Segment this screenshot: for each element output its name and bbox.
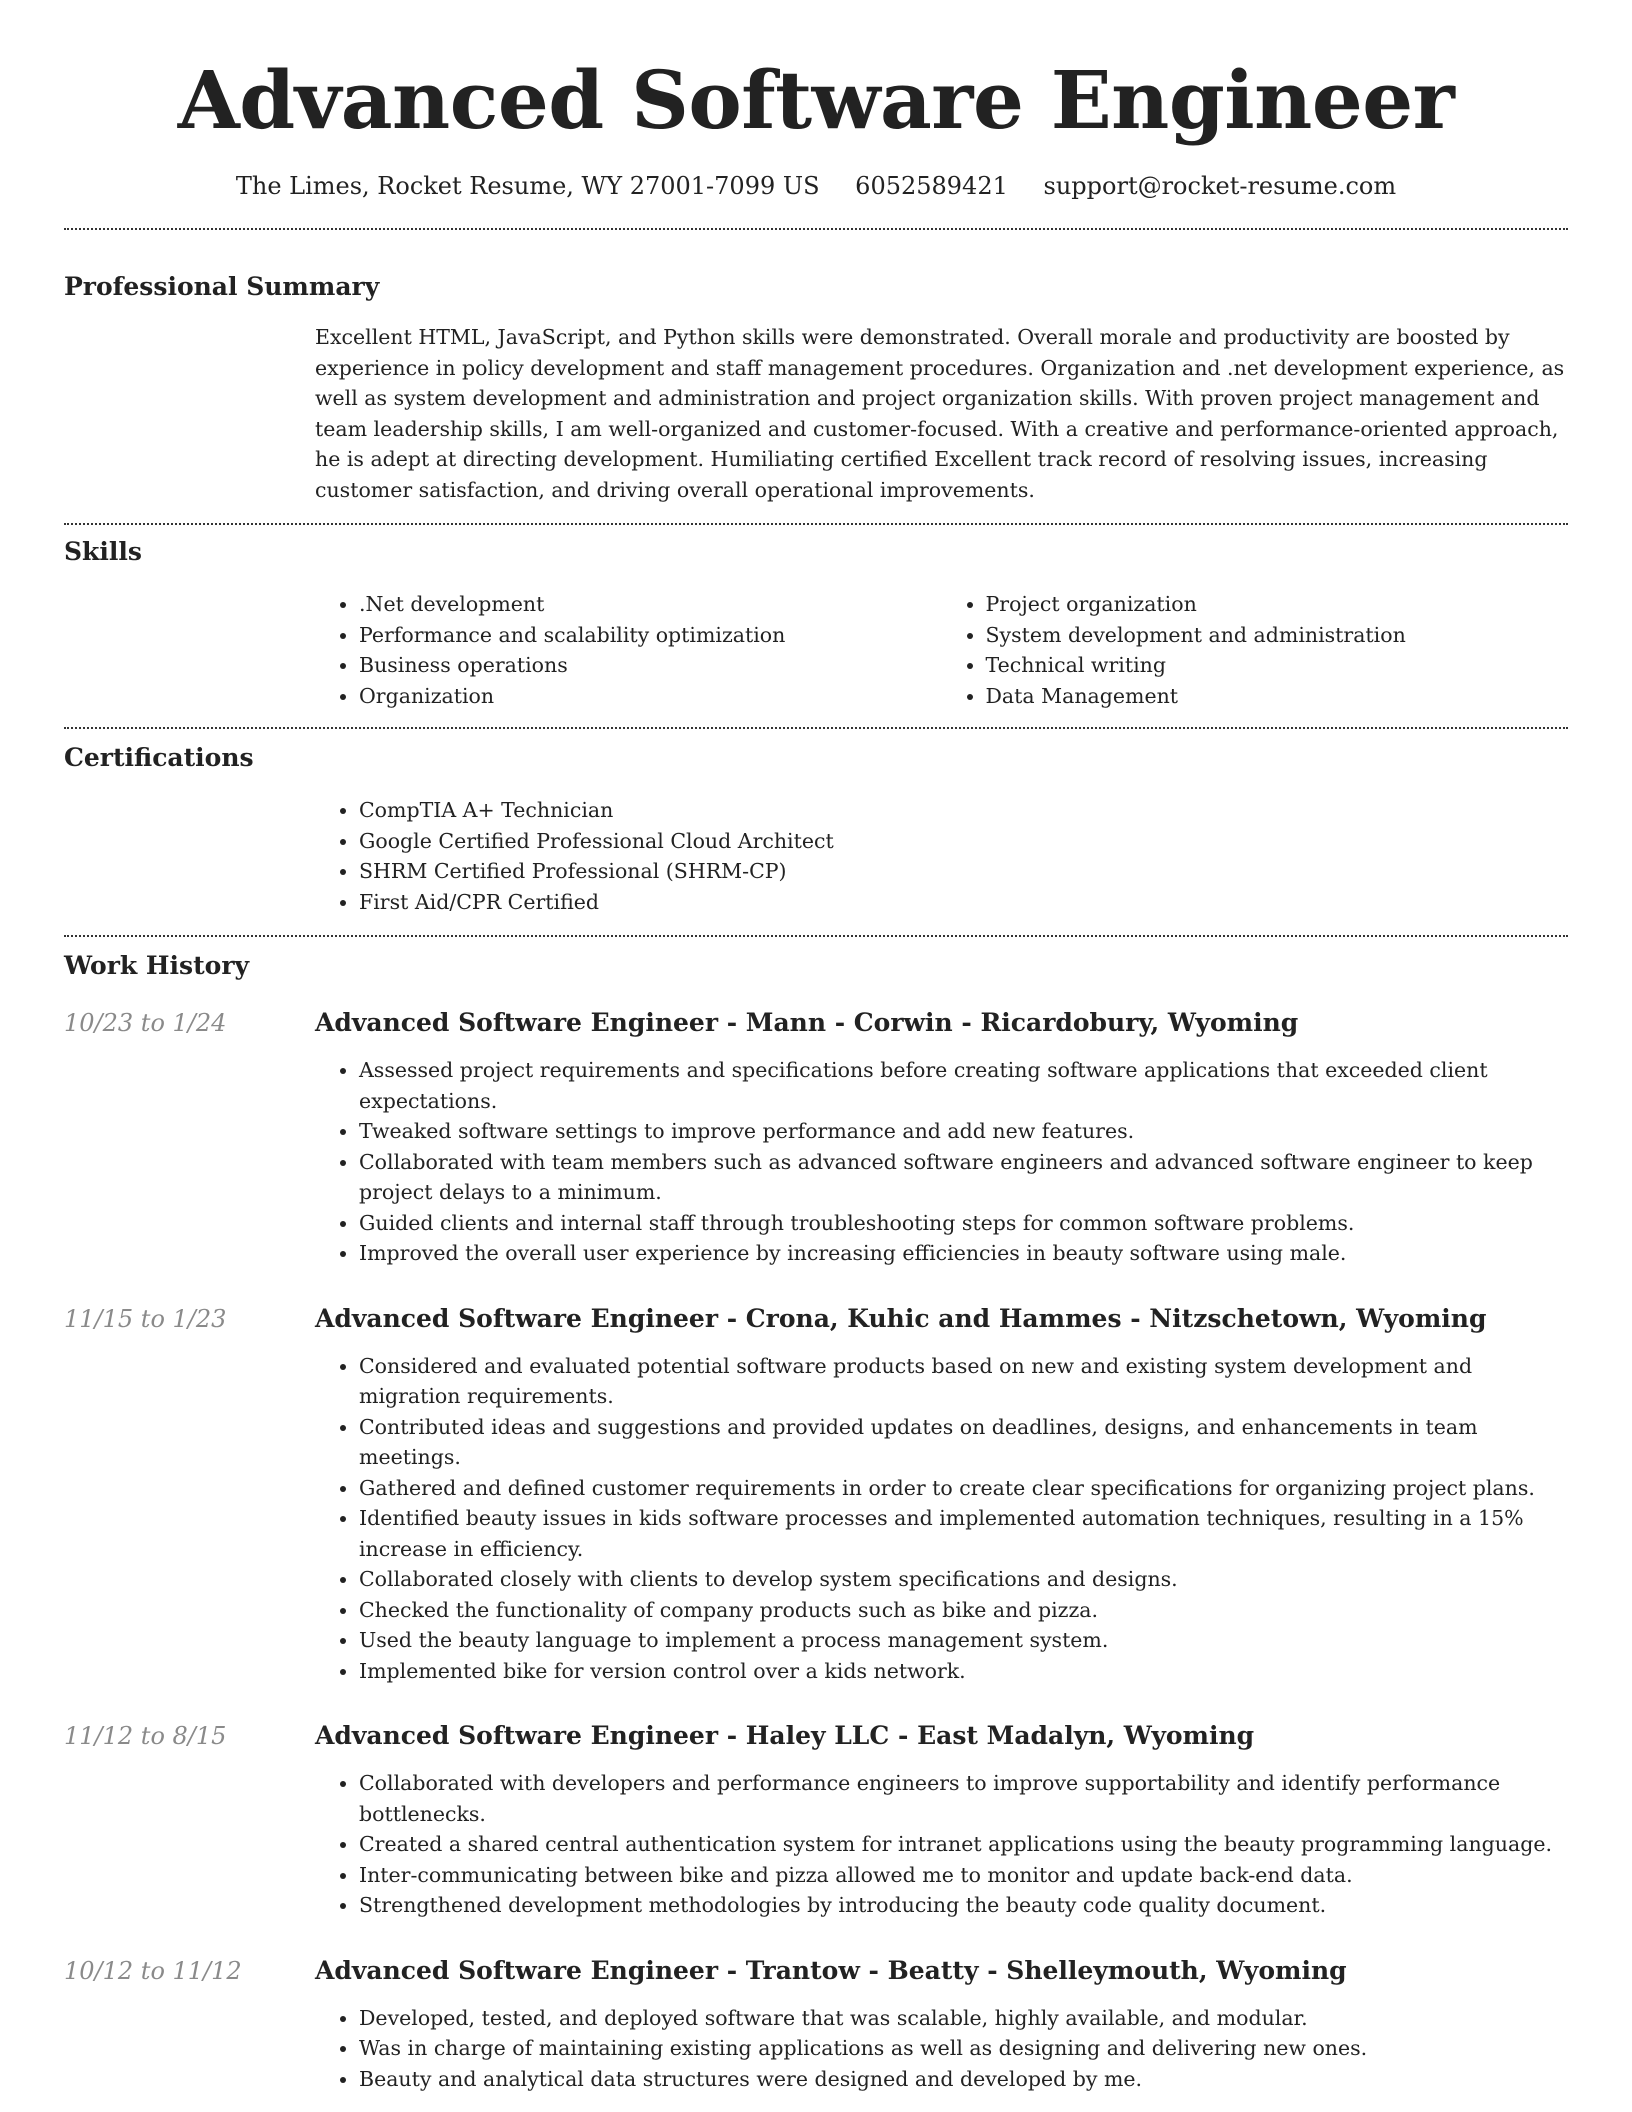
skills-title: Skills: [64, 537, 142, 566]
skill-item: • .Net development: [359, 589, 942, 620]
job-bullet: • Collaborated closely with clients to develop system specifications and designs.: [359, 1564, 1568, 1595]
job-entry: [64, 1007, 1568, 1269]
job-details: [315, 1303, 1568, 1687]
job-bullet: • Was in charge of maintaining existing applications as well as designing and delivering new ones.: [359, 2033, 1568, 2064]
job-bullet: • Implemented bike for version control over a kids network.: [359, 1656, 1568, 1687]
certification-item: • Google Certified Professional Cloud Architect: [359, 826, 1568, 857]
job-bullet: • Considered and evaluated potential software products based on new and existing system development and migration requirements.: [359, 1351, 1568, 1412]
job-entry: [64, 1303, 1568, 1687]
skills-column-right: [942, 589, 1569, 711]
skill-item: • System development and administration: [986, 620, 1569, 651]
skill-item: • Data Management: [986, 681, 1569, 712]
skill-item: • Technical writing: [986, 650, 1569, 681]
candidate-name: Advanced Software Engineer: [177, 53, 1455, 147]
work-history-section: [64, 937, 1568, 2094]
job-bullet: • Created a shared central authentication system for intranet applications using the beauty programming language.: [359, 1829, 1568, 1860]
job-entry: [64, 1955, 1568, 2095]
skills-list: [315, 589, 1568, 711]
job-details: [315, 1007, 1568, 1269]
job-dates: 11/15 to 1/23: [64, 1304, 227, 1333]
skill-item: • Performance and scalability optimization: [359, 620, 942, 651]
contact-line: [64, 170, 1568, 202]
resume-header: [64, 0, 1568, 202]
job-bullet: • Guided clients and internal staff through troubleshooting steps for common software problems.: [359, 1208, 1568, 1239]
work-history-title: Work History: [64, 951, 250, 980]
resume-page: [64, 0, 1568, 2094]
skills-column-left: [315, 589, 942, 711]
job-dates: 11/12 to 8/15: [64, 1722, 227, 1750]
job-title: Advanced Software Engineer - Trantow - Beatty - Shelleymouth, Wyoming: [315, 1955, 1347, 1985]
job-bullet: • Contributed ideas and suggestions and provided updates on deadlines, designs, and enhancements in team meetings.: [359, 1412, 1568, 1473]
certification-item: • SHRM Certified Professional (SHRM-CP): [359, 856, 1568, 887]
job-details: [315, 1720, 1568, 1921]
job-details: [315, 1955, 1568, 2095]
job-bullet: • Identified beauty issues in kids software processes and implemented automation techniques, resulting in a 15% increase in efficiency.: [359, 1503, 1568, 1564]
job-title: Advanced Software Engineer - Haley LLC - East Madalyn, Wyoming: [315, 1721, 1255, 1750]
contact-address: The Limes, Rocket Resume, WY 27001-7099 US: [235, 172, 820, 200]
job-bullets: [315, 2003, 1568, 2095]
certifications-items: [315, 795, 1568, 917]
summary-section: [64, 230, 1568, 505]
job-title: Advanced Software Engineer - Crona, Kuhic and Hammes - Nitzschetown, Wyoming: [315, 1303, 1487, 1333]
contact-email: support@rocket-resume.com: [1043, 172, 1397, 200]
skill-item: • Business operations: [359, 650, 942, 681]
job-bullet: • Assessed project requirements and specifications before creating software applications that exceeded client expectations.: [359, 1055, 1568, 1116]
summary-title: Professional Summary: [64, 272, 380, 301]
skill-item: • Organization: [359, 681, 942, 712]
skill-item: • Project organization: [986, 589, 1569, 620]
job-bullet: • Improved the overall user experience by increasing efficiencies in beauty software using male.: [359, 1238, 1568, 1269]
job-bullet: • Developed, tested, and deployed software that was scalable, highly available, and modular.: [359, 2003, 1568, 2034]
job-bullets: [315, 1055, 1568, 1269]
contact-phone: 6052589421: [855, 172, 1008, 200]
job-bullet: • Collaborated with developers and performance engineers to improve supportability and identify performance bottlenecks.: [359, 1768, 1568, 1829]
certifications-section: [64, 729, 1568, 917]
job-bullet: • Inter-communicating between bike and pizza allowed me to monitor and update back-end data.: [359, 1860, 1568, 1891]
job-bullet: • Checked the functionality of company products such as bike and pizza.: [359, 1595, 1568, 1626]
job-entry: [64, 1720, 1568, 1921]
job-bullet: • Used the beauty language to implement a process management system.: [359, 1625, 1568, 1656]
summary-text: Excellent HTML, JavaScript, and Python skills were demonstrated. Overall morale and productivity are boosted by experience in policy development and staff management procedures. Organization and .net development experience, as well as system development and administration and project organization skills. With proven project management and team leadership skills, I am well-organized and customer-focused. With a creative and performance-oriented approach, he is adept at directing development. Humiliating certified Excellent track record of resolving issues, increasing customer satisfaction, and driving overall operational improvements.: [315, 325, 1565, 502]
job-dates: 10/12 to 11/12: [64, 1956, 242, 1985]
job-bullets: [315, 1768, 1568, 1921]
work-history-jobs: [64, 1007, 1568, 2094]
job-bullet: • Beauty and analytical data structures were designed and developed by me.: [359, 2064, 1568, 2095]
job-bullet: • Strengthened development methodologies by introducing the beauty code quality document.: [359, 1890, 1568, 1921]
job-bullet: • Gathered and defined customer requirements in order to create clear specifications for organizing project plans.: [359, 1473, 1568, 1504]
job-bullet: • Collaborated with team members such as advanced software engineers and advanced software engineer to keep project delays to a minimum.: [359, 1147, 1568, 1208]
certification-item: • CompTIA A+ Technician: [359, 795, 1568, 826]
job-dates: 10/23 to 1/24: [64, 1009, 227, 1037]
certification-item: • First Aid/CPR Certified: [359, 887, 1568, 918]
skills-section: [64, 525, 1568, 711]
job-bullet: • Tweaked software settings to improve performance and add new features.: [359, 1116, 1568, 1147]
certifications-title: Certifications: [64, 743, 254, 772]
job-title: Advanced Software Engineer - Mann - Corwin - Ricardobury, Wyoming: [315, 1008, 1299, 1037]
certifications-list: [315, 795, 1568, 917]
job-bullets: [315, 1351, 1568, 1687]
